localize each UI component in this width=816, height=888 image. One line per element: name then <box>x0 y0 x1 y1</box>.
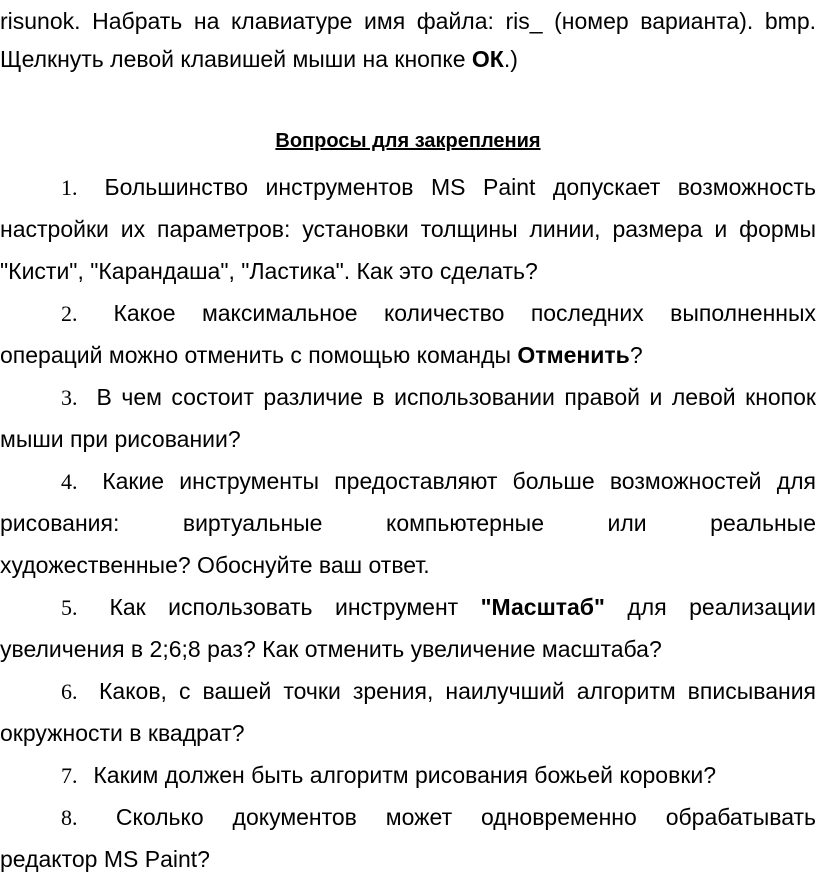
intro-line-2-end: .) <box>503 46 518 72</box>
question-5-number: 5. <box>61 595 78 620</box>
question-1-line-1 <box>61 172 816 202</box>
question-2-number: 2. <box>61 301 78 326</box>
question-8-line-2 <box>0 844 210 874</box>
intro-line-2-text: Щелкнуть левой клавишей мыши на кнопке <box>0 46 472 72</box>
question-4-line-2 <box>0 508 816 538</box>
question-2-line-2 <box>0 340 643 370</box>
question-5-text-1-end: для реализации <box>604 594 816 620</box>
question-7-number: 7. <box>61 763 78 788</box>
question-4-line-3 <box>0 550 430 580</box>
intro-line-1 <box>0 6 816 36</box>
question-1-text-3: "Кисти", "Карандаша", "Ластика". Как это сделать? <box>0 258 538 284</box>
question-4-number: 4. <box>61 469 78 494</box>
question-2-end: ? <box>629 342 643 368</box>
question-3-line-2 <box>0 424 241 454</box>
intro-line-2 <box>0 44 518 74</box>
question-4-line-1 <box>61 466 816 496</box>
question-1-number: 1. <box>61 175 78 200</box>
question-1-text-2: настройки их параметров: установки толщины линии, размера и формы <box>0 216 816 242</box>
question-5-text-2: увеличения в 2;6;8 раз? Как отменить увеличение масштаба? <box>0 636 662 662</box>
question-1-line-2 <box>0 214 816 244</box>
question-4-text-2: рисования: виртуальные компьютерные или реальные <box>0 510 816 536</box>
question-5-line-2 <box>0 634 662 664</box>
ok-bold-text: ОК <box>471 46 504 72</box>
question-6-text-2: окружности в квадрат? <box>0 720 245 746</box>
question-3-line-1 <box>61 382 816 412</box>
question-2-line-1 <box>61 298 816 328</box>
question-3-text-1: В чем состоит различие в использовании правой и левой кнопок <box>96 384 816 410</box>
question-6-line-2 <box>0 718 245 748</box>
question-8-number: 8. <box>61 805 78 830</box>
question-3-text-2: мыши при рисовании? <box>0 426 241 452</box>
question-8-text-2: редактор MS Paint? <box>0 846 210 872</box>
question-6-text-1: Каков, с вашей точки зрения, наилучший алгоритм вписывания <box>99 678 816 704</box>
question-4-text-3: художественные? Обоснуйте ваш ответ. <box>0 552 430 578</box>
section-title: Вопросы для закрепления <box>275 130 541 152</box>
question-2-text-1: Какое максимальное количество последних выполненных <box>113 300 816 326</box>
zoom-bold-text: "Масштаб" <box>480 594 605 620</box>
question-1-text-1: Большинство инструментов MS Paint допускает возможность <box>104 174 816 200</box>
question-6-line-1 <box>61 676 816 706</box>
intro-line-1-text: risunok. Набрать на клавиатуре имя файла: ris_ (номер варианта). bmp. <box>0 8 816 34</box>
question-6-number: 6. <box>61 679 78 704</box>
question-5-text-1: Как использовать инструмент <box>109 594 481 620</box>
question-8-text-1: Сколько документов может одновременно обрабатывать <box>115 804 816 830</box>
question-7-text-1: Каким должен быть алгоритм рисования божьей коровки? <box>93 762 717 788</box>
question-2-text-2: операций можно отменить с помощью команды <box>0 342 518 368</box>
question-8-line-1 <box>61 802 816 832</box>
undo-bold-text: Отменить <box>517 342 630 368</box>
question-1-line-3 <box>0 256 538 286</box>
question-3-number: 3. <box>61 385 78 410</box>
question-4-text-1: Какие инструменты предоставляют больше возможностей для <box>102 468 816 494</box>
question-5-line-1 <box>61 592 816 622</box>
question-7-line-1 <box>61 760 816 790</box>
